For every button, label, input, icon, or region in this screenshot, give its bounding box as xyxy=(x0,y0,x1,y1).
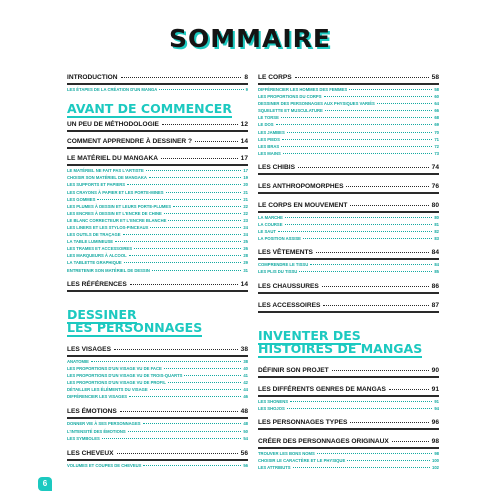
toc-subentry[interactable] xyxy=(67,394,248,399)
toc-subentry[interactable] xyxy=(67,253,248,258)
toc-entry-mouvement[interactable]: LE CORPS EN MOUVEMENT 80 xyxy=(258,201,439,209)
toc-subentry-page: 24 xyxy=(243,224,248,230)
toc-subentry[interactable] xyxy=(258,115,439,120)
toc-subentry-page: 22 xyxy=(243,203,248,209)
toc-subentry[interactable] xyxy=(67,463,248,468)
toc-subentry-label: DÉTAILLER LES ÉLÉMENTS DU VISAGE xyxy=(67,387,148,393)
toc-subentry-label: LA TABLE LUMINEUSE xyxy=(67,239,114,245)
toc-subentry-page: 22 xyxy=(243,210,248,216)
toc-subentry[interactable] xyxy=(67,246,248,251)
toc-subentry-page: 60 xyxy=(434,94,439,100)
toc-subentry-label: TROUVER LES BONS NOMS xyxy=(258,450,315,456)
toc-subentry-label: LES ENCRES À DESSIN ET L'ENCRE DE CHINE xyxy=(67,210,162,216)
toc-subentry-label: VOLUMES ET COUPES DE CHEVEUX xyxy=(67,462,142,468)
toc-subentry[interactable] xyxy=(67,366,248,371)
toc-subentry[interactable] xyxy=(258,87,439,92)
toc-entry-vetements[interactable]: LES VÊTEMENTS 84 xyxy=(258,249,439,257)
toc-subentry[interactable] xyxy=(67,182,248,187)
toc-subentry-page: 71 xyxy=(434,136,439,142)
toc-entry-references[interactable]: LES RÉFÉRENCES 14 xyxy=(67,280,248,288)
toc-subentry[interactable] xyxy=(258,215,439,220)
toc-subentry-label: LES OUTILS DE TRAÇAGE xyxy=(67,232,121,238)
materiel-subentries xyxy=(67,168,248,272)
toc-subentry[interactable] xyxy=(258,144,439,149)
toc-subentry-label: LES PLUMES À DESSIN ET LEURS PORTE-PLUMES xyxy=(67,203,172,209)
toc-subentry[interactable] xyxy=(258,222,439,227)
toc-subentry[interactable] xyxy=(67,373,248,378)
originaux-subentries xyxy=(258,451,439,470)
toc-subentry[interactable] xyxy=(258,94,439,99)
toc-subentry-label: LES SYMBOLES xyxy=(67,435,100,441)
toc-subentry[interactable] xyxy=(67,429,248,434)
toc-subentry[interactable]: LES ÉTAPES DE LA CRÉATION D'UN MANGA 9 xyxy=(67,87,248,92)
toc-subentry[interactable] xyxy=(67,380,248,385)
toc-subentry-page: 40 xyxy=(243,365,248,371)
toc-subentry-page: 70 xyxy=(434,129,439,135)
toc-subentry-label: DESSINER DES PERSONNAGES AUX PHYSIQUES VARIÉS xyxy=(258,101,375,107)
toc-subentry-label: LA COURSE xyxy=(258,222,283,228)
toc-subentry-page: 83 xyxy=(434,236,439,242)
toc-entry-anthropomorphes[interactable]: LES ANTHROPOMORPHES 76 xyxy=(258,182,439,190)
toc-subentry[interactable] xyxy=(258,122,439,127)
toc-entry-genres[interactable]: LES DIFFÉRENTS GENRES DE MANGAS 91 xyxy=(258,385,439,393)
toc-subentry-label: LES PROPORTIONS DU CORPS xyxy=(258,94,322,100)
toc-subentry[interactable] xyxy=(67,232,248,237)
toc-subentry-label: LES MARQUEURS À ALCOOL xyxy=(67,253,127,259)
toc-subentry-label: LES PROPORTIONS D'UN VISAGE VU DE PROFIL xyxy=(67,380,166,386)
toc-subentry[interactable] xyxy=(258,101,439,106)
toc-subentry-label: LE BLANC CORRECTEUR ET L'ENCRE BLANCHE xyxy=(67,217,167,223)
toc-subentry-label: LES ATTRIBUTS xyxy=(258,465,291,471)
toc-subentry[interactable] xyxy=(67,211,248,216)
toc-subentry[interactable] xyxy=(67,436,248,441)
toc-subentry[interactable] xyxy=(258,151,439,156)
toc-subentry[interactable] xyxy=(67,421,248,426)
toc-subentry[interactable] xyxy=(67,387,248,392)
toc-subentry-page: 102 xyxy=(432,465,439,471)
toc-subentry-label: LES PROPORTIONS D'UN VISAGE VU DE TROIS-QUARTS xyxy=(67,373,183,379)
section-heading-avant-de-commencer: AVANT DE COMMENCER xyxy=(67,101,232,117)
toc-subentry[interactable] xyxy=(258,399,439,404)
toc-subentry-label: LE SAUT xyxy=(258,229,276,235)
section-heading-dessiner-les-personnages: DESSINER LES PERSONNAGES xyxy=(67,306,203,335)
toc-subentry-label: LE TORSE xyxy=(258,115,279,121)
toc-subentry-label: LES SHOJOS xyxy=(258,405,285,411)
toc-subentry[interactable] xyxy=(258,262,439,267)
toc-subentry-label: LA MARCHE xyxy=(258,214,283,220)
toc-entry-emotions[interactable]: LES ÉMOTIONS 48 xyxy=(67,408,248,416)
toc-subentry-label: LA POSITION ASSISE xyxy=(258,236,301,242)
toc-subentry-page: 94 xyxy=(434,405,439,411)
toc-subentry-label: LES SHONENS xyxy=(258,398,289,404)
toc-subentry-page: 26 xyxy=(243,246,248,252)
emotions-subentries xyxy=(67,421,248,440)
toc-subentry-page: 44 xyxy=(243,387,248,393)
toc-subentry-label: LES BRAS xyxy=(258,143,280,149)
toc-subentry-page: 21 xyxy=(243,196,248,202)
toc-subentry-label: LES PROPORTIONS D'UN VISAGE VU DE FACE xyxy=(67,365,162,371)
toc-entry-personnages-originaux[interactable]: CRÉER DES PERSONNAGES ORIGINAUX 98 xyxy=(258,437,439,445)
toc-subentry-page: 25 xyxy=(243,239,248,245)
toc-subentry-label: DIFFÉRENCIER LES HOMMES DES FEMMES xyxy=(258,87,348,92)
toc-entry-projet[interactable]: DÉFINIR SON PROJET 90 xyxy=(258,366,439,374)
toc-entry-personnages-types[interactable]: LES PERSONNAGES TYPES 96 xyxy=(258,418,439,426)
toc-subentry-page: 80 xyxy=(434,214,439,220)
toc-entry-introduction[interactable]: INTRODUCTION 8 xyxy=(67,74,248,81)
toc-subentry-page: 91 xyxy=(434,398,439,404)
toc-left-column xyxy=(67,68,248,468)
section-heading-inventer-des-histoires: INVENTER DES HISTOIRES DE MANGAS xyxy=(258,327,423,356)
toc-subentry[interactable] xyxy=(67,239,248,244)
toc-subentry[interactable] xyxy=(258,451,439,456)
toc-subentry-page: 58 xyxy=(434,87,439,92)
toc-subentry[interactable] xyxy=(258,406,439,411)
toc-subentry-label: LES PLIS DU TISSU xyxy=(258,269,298,275)
toc-subentry[interactable] xyxy=(258,458,439,463)
toc-entry-comment-apprendre[interactable]: COMMENT APPRENDRE À DESSINER ? 14 xyxy=(67,138,248,146)
toc-subentry-label: DONNER VIE À SES PERSONNAGES xyxy=(67,421,141,427)
toc-right-column xyxy=(258,68,439,470)
toc-subentry-page: 29 xyxy=(243,260,248,266)
toc-entry-chaussures[interactable]: LES CHAUSSURES 86 xyxy=(258,282,439,290)
toc-subentry[interactable] xyxy=(67,359,248,364)
toc-subentry-page: 54 xyxy=(243,435,248,441)
toc-subentry[interactable] xyxy=(67,225,248,230)
toc-subentry[interactable] xyxy=(67,168,248,173)
toc-entry-chibis[interactable]: LES CHIBIS 74 xyxy=(258,163,439,171)
toc-subentry-label: COMPRENDRE LE TISSU xyxy=(258,262,309,268)
toc-subentry-label: LE DOS xyxy=(258,122,274,128)
toc-subentry-page: 23 xyxy=(243,217,248,223)
toc-subentry-page: 64 xyxy=(434,101,439,107)
toc-subentry-page: 21 xyxy=(243,189,248,195)
toc-subentry-page: 46 xyxy=(243,394,248,400)
toc-subentry-label: LES PIEDS xyxy=(258,136,280,142)
toc-subentry-page: 98 xyxy=(434,450,439,456)
toc-subentry-page: 85 xyxy=(434,269,439,275)
toc-entry-methodologie[interactable]: UN PEU DE MÉTHODOLOGIE 12 xyxy=(67,121,248,129)
corps-subentries xyxy=(258,87,439,156)
toc-entry-materiel[interactable]: LE MATÉRIEL DU MANGAKA 17 xyxy=(67,155,248,163)
toc-subentry-label: ANATOMIE xyxy=(67,358,89,364)
toc-subentry-page: 81 xyxy=(434,222,439,228)
toc-subentry[interactable] xyxy=(67,190,248,195)
toc-subentry-page: 68 xyxy=(434,115,439,121)
toc-entry-cheveux[interactable]: LES CHEVEUX 56 xyxy=(67,449,248,457)
toc-subentry-page: 42 xyxy=(243,380,248,386)
toc-entry-accessoires[interactable]: LES ACCESSOIRES 87 xyxy=(258,301,439,309)
mouvement-subentries xyxy=(258,215,439,241)
toc-subentry-page: 19 xyxy=(243,175,248,181)
toc-subentry[interactable] xyxy=(67,218,248,223)
toc-subentry[interactable] xyxy=(67,260,248,265)
toc-subentry[interactable] xyxy=(67,204,248,209)
toc-subentry-page: 72 xyxy=(434,143,439,149)
toc-subentry-page: 82 xyxy=(434,229,439,235)
toc-subentry[interactable] xyxy=(67,268,248,273)
toc-subentry-label: LES LINERS ET LES STYLOS-PINCEAUX xyxy=(67,224,149,230)
toc-subentry[interactable] xyxy=(258,108,439,113)
page-number-badge: 6 xyxy=(38,477,52,491)
toc-subentry-label: LES TRAMES ET ACCESSOIRES xyxy=(67,246,132,252)
toc-subentry-page: 50 xyxy=(243,428,248,434)
toc-subentry-label: ENTRETENIR SON MATÉRIEL DE DESSIN xyxy=(67,267,150,273)
toc-subentry-label: CHOISIR SON MATÉRIEL DE MANGAKA xyxy=(67,175,147,181)
toc-subentry-page: 20 xyxy=(243,182,248,188)
toc-subentry-page: 48 xyxy=(243,421,248,427)
toc-subentry-page: 73 xyxy=(434,150,439,156)
toc-subentry-label: LA TABLETTE GRAPHIQUE xyxy=(67,260,122,266)
toc-subentry-page: 56 xyxy=(243,462,248,468)
toc-subentry[interactable] xyxy=(67,197,248,202)
toc-subentry[interactable] xyxy=(258,465,439,470)
toc-subentry-label: LES MAINS xyxy=(258,150,281,156)
toc-subentry-page: 31 xyxy=(243,267,248,273)
toc-subentry-label: DIFFÉRENCIER LES VISAGES xyxy=(67,394,128,400)
cheveux-subentries xyxy=(67,463,248,468)
toc-subentry-label: CHOISIR LE CARACTÈRE ET LE PHYSIQUE xyxy=(258,458,346,464)
visages-subentries xyxy=(67,359,248,400)
toc-subentry[interactable] xyxy=(258,137,439,142)
toc-subentry-page: 66 xyxy=(434,108,439,114)
toc-subentry-page: 38 xyxy=(243,358,248,364)
toc-subentry-label: LES JAMBES xyxy=(258,129,285,135)
toc-subentry[interactable] xyxy=(67,175,248,180)
page-title: SOMMAIRE xyxy=(169,24,331,53)
toc-subentry-label: LE MATÉRIEL NE FAIT PAS L'ARTISTE xyxy=(67,168,144,174)
toc-subentry-page: 41 xyxy=(243,373,248,379)
toc-subentry-label: SQUELETTE ET MUSCULATURE xyxy=(258,108,323,114)
toc-subentry[interactable] xyxy=(258,236,439,241)
genres-subentries xyxy=(258,399,439,411)
toc-subentry-label: L'INTENSITÉ DES ÉMOTIONS xyxy=(67,428,126,434)
toc-subentry[interactable] xyxy=(258,229,439,234)
toc-subentry-page: 17 xyxy=(243,168,248,174)
toc-subentry-label: LES CRAYONS À PAPIER ET LES PORTE-MINES xyxy=(67,189,164,195)
toc-entry-visages[interactable]: LES VISAGES 38 xyxy=(67,345,248,353)
toc-entry-corps[interactable]: LE CORPS 58 xyxy=(258,74,439,81)
toc-subentry-page: 84 xyxy=(434,262,439,268)
toc-subentry-page: 24 xyxy=(243,232,248,238)
toc-subentry-page: 69 xyxy=(434,122,439,128)
toc-subentry-label: LES GOMMES xyxy=(67,196,96,202)
toc-subentry-label: LES SUPPORTS ET PAPIERS xyxy=(67,182,126,188)
toc-subentry-page: 100 xyxy=(432,458,439,464)
toc-subentry[interactable] xyxy=(258,130,439,135)
toc-subentry[interactable] xyxy=(258,269,439,274)
vetements-subentries xyxy=(258,262,439,274)
toc-subentry-page: 28 xyxy=(243,253,248,259)
